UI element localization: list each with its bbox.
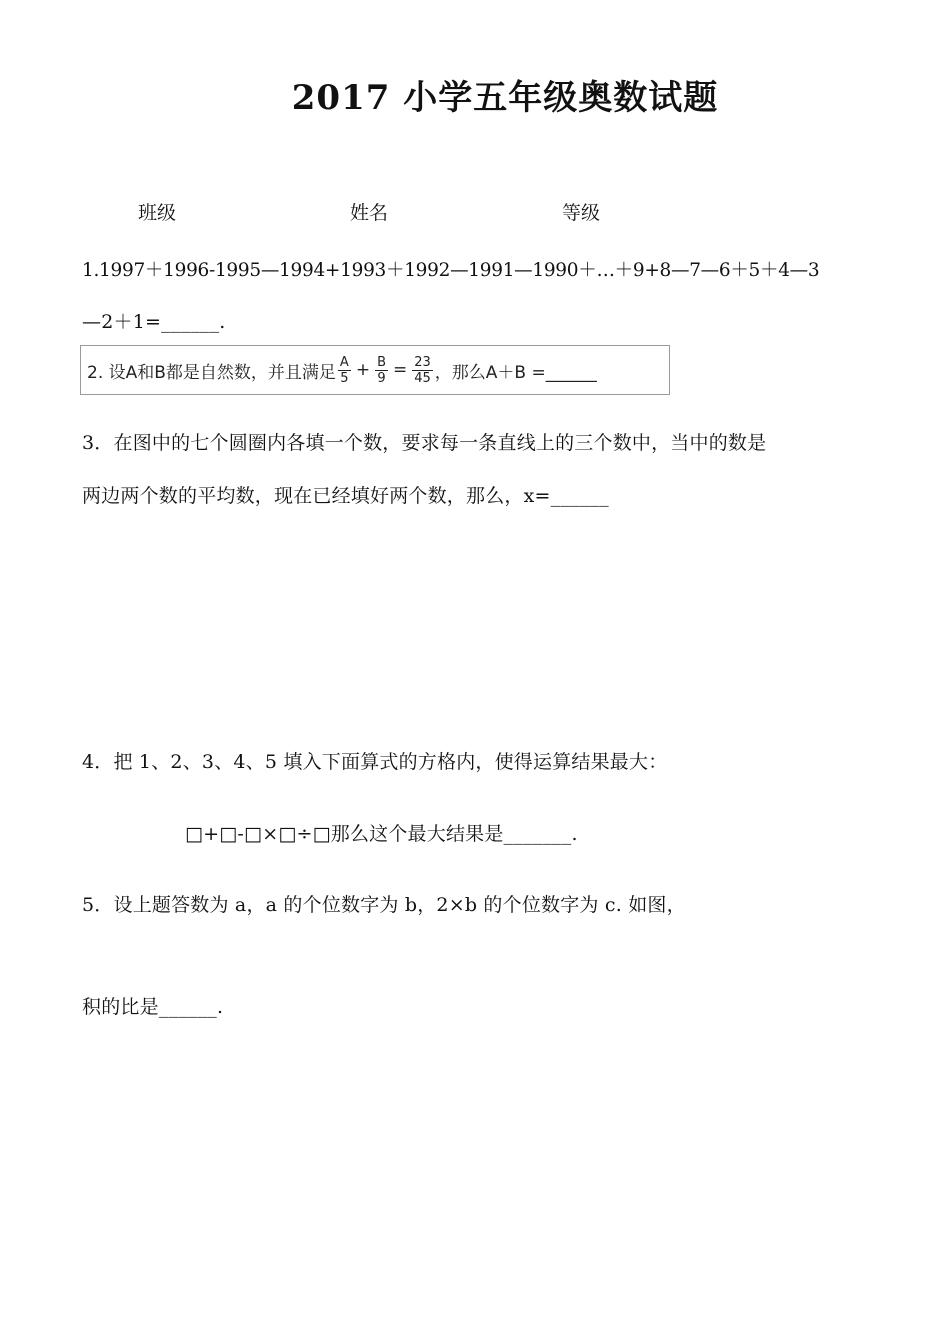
q2-frac3-denominator: 45 [414,370,431,386]
q2-equals: = [393,360,408,380]
q2-image-box [80,345,670,395]
q2-frac2-denominator: 9 [377,370,386,386]
class-label: 班级 [138,202,177,224]
q5-line2: 积的比是______. [82,996,224,1018]
q2-frac3-numerator: 23 [414,354,431,370]
q1-line1: 1.1997＋1996-1995—1994+1993＋1992—1991—1990＋…＋9+8—7—6＋5＋4—3 [82,260,820,281]
q2-frac2-numerator: B [377,354,386,370]
q1-line2: —2＋1=______. [82,311,226,333]
q2-frac1-numerator: A [339,354,349,370]
q2-fraction-2 [375,355,388,386]
q2-frac1-denominator: 5 [340,370,349,386]
q2-fraction-1 [338,355,351,386]
q2-plus: + [355,360,371,380]
q5-line1: 5．设上题答数为 a，a 的个位数字为 b，2×b 的个位数字为 c. 如图， [82,894,686,916]
q3-line2: 两边两个数的平均数，现在已经填好两个数，那么，x=______ [82,485,609,507]
grade-label: 等级 [562,202,601,224]
q4-line1: 4．把 1、2、3、4、5 填入下面算式的方格内，使得运算结果最大： [82,751,668,773]
name-label: 姓名 [350,202,389,224]
page-title: 2017 小学五年级奥数试题 [291,78,719,118]
q4-line2: □+□-□×□÷□那么这个最大结果是_______. [185,823,578,845]
q2-prefix: 2. 设A和B都是自然数，并且满足 [87,362,336,383]
q2-fraction-3 [412,355,433,386]
q2-suffix: ，那么A＋B =______ [434,362,597,383]
q3-line1: 3．在图中的七个圆圈内各填一个数，要求每一条直线上的三个数中，当中的数是 [82,432,767,454]
